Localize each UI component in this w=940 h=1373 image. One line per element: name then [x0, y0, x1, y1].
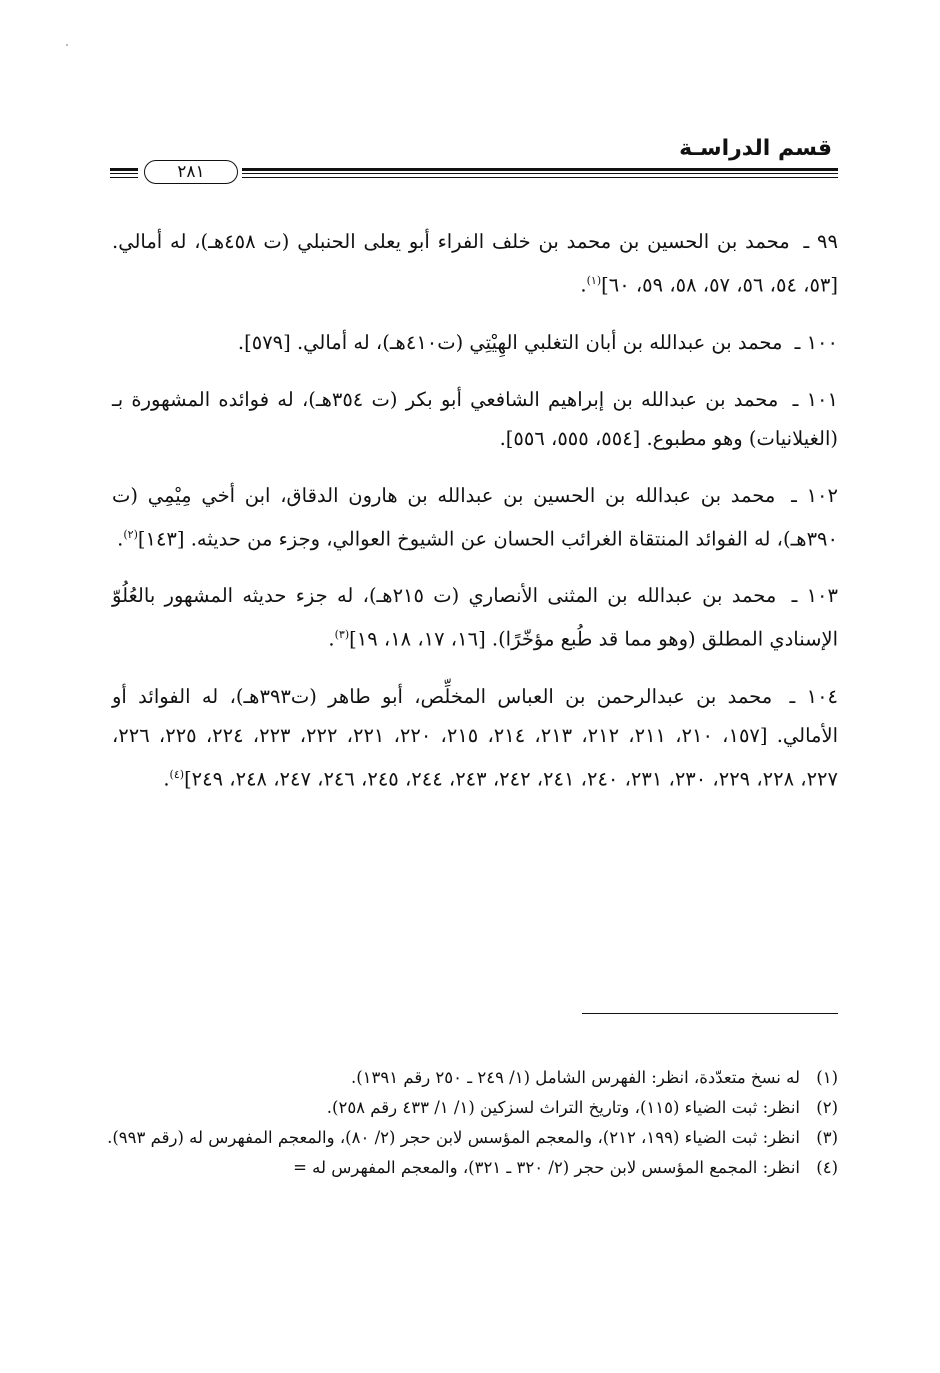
header-rule [110, 162, 838, 184]
footnote-3 [100, 1123, 838, 1153]
footnote-1 [100, 1063, 838, 1093]
page-number: ٢٨١ [144, 160, 238, 184]
header-rule-line [242, 168, 838, 171]
footnote-text: له نسخ متعدّدة، انظر: الفهرس الشامل (١/ ٢٤٩ ـ ٢٥٠ رقم ١٣٩١). [350, 1068, 800, 1087]
footnote-number: (٣) [816, 1128, 838, 1147]
header-rule-line [110, 173, 138, 174]
footnote-ref[interactable]: (١) [586, 274, 602, 287]
entry-100 [112, 323, 838, 362]
entry-end: . [117, 527, 124, 550]
header-rule-line [110, 177, 138, 178]
header-rule-line [242, 177, 838, 178]
entry-101 [112, 380, 838, 458]
footnotes [100, 1063, 838, 1183]
footnote-4 [100, 1153, 838, 1183]
entry-number: ٩٩ ـ [803, 230, 838, 253]
scan-speck [66, 44, 68, 46]
entry-number: ١٠٤ ـ [789, 684, 839, 708]
footnote-ref[interactable]: (٤) [169, 767, 185, 781]
footnote-number: (١) [816, 1068, 838, 1087]
running-header-title: قسم الدراسـة [679, 136, 832, 161]
entry-number: ١٠٣ ـ [791, 584, 838, 607]
entry-text: محمد بن الحسين بن محمد بن خلف الفراء أبو يعلى الحنبلي (ت ٤٥٨هـ)، له أمالي. [٥٣، ٥٤، ٥٦، ٥٧، ٥٨، ٥٩، ٦٠] [112, 230, 838, 297]
entry-end: . [163, 767, 170, 790]
entry-text: محمد بن عبدالرحمن بن العباس المخلِّص، أبو طاهر (ت٣٩٣هـ)، له الفوائد أو الأمالي. [١٥٧، ٢١٠، ٢١١، ٢١٢، ٢١٣، ٢١٤، ٢١٥، ٢٢٠، ٢٢١، ٢٢٢، ٢٢٣، ٢٢٤، ٢٢٥، ٢٢٦، ٢٢٧، ٢٢٨، ٢٢٩، ٢٣٠، ٢٣١، ٢٤٠، ٢٤١، ٢٤٢، ٢٤٣، ٢٤٤، ٢٤٥، ٢٤٦، ٢٤٧، ٢٤٨، ٢٤٩] [112, 684, 839, 790]
footnote-ref[interactable]: (٣) [334, 628, 350, 641]
footnote-separator [582, 1013, 838, 1014]
entry-text: محمد بن عبدالله بن إبراهيم الشافعي أبو بكر (ت ٣٥٤هـ)، له فوائده المشهورة بـ (الغيلانيات) وهو مطبوع. [٥٥٤، ٥٥٥، ٥٥٦]. [112, 387, 838, 450]
footnote-text: انظر: ثبت الضياء (١١٥)، وتاريخ التراث لسزكين (١/ ١/ ٤٣٣ رقم ٢٥٨). [326, 1098, 800, 1117]
entry-number: ١٠٠ ـ [794, 330, 838, 354]
footnote-number: (٢) [816, 1098, 838, 1117]
entry-number: ١٠٢ ـ [791, 483, 838, 507]
header-rule-line [110, 168, 138, 171]
entry-104 [112, 677, 838, 799]
entry-end: . [328, 627, 335, 651]
entry-text: محمد بن عبدالله بن المثنى الأنصاري (ت ٢١٥هـ)، له جزء حديثه المشهور بالعُلُوّ الإسنادي المطلق (وهو مما قد طُبع مؤخّرًا). [١٦، ١٧، ١٨، ١٩] [112, 584, 838, 651]
entry-103 [112, 576, 838, 659]
footnote-ref[interactable]: (٢) [123, 527, 138, 541]
main-text [112, 222, 838, 816]
entry-text: محمد بن عبدالله بن الحسين بن عبدالله بن هارون الدقاق، ابن أخي مِيْمِي (ت ٣٩٠هـ)، له الفوائد المنتقاة الغرائب الحسان عن الشيوخ العوالي، وجزء من حديثه. [١٤٣] [112, 483, 838, 550]
entry-text: محمد بن عبدالله بن أبان التغلبي الهِيْتِي (ت٤١٠هـ)، له أمالي. [٥٧٩]. [237, 330, 783, 354]
entry-102 [112, 476, 838, 559]
entry-end: . [580, 273, 587, 297]
entry-number: ١٠١ ـ [792, 387, 838, 411]
footnote-2 [100, 1093, 838, 1123]
entry-99 [112, 222, 838, 305]
footnote-number: (٤) [816, 1158, 838, 1177]
footnote-text: انظر: ثبت الضياء (١٩٩، ٢١٢)، والمعجم المؤسس لابن حجر (٢/ ٨٠)، والمعجم المفهرس له (رقم ٩٩٣). [107, 1128, 800, 1147]
footnote-text: انظر: المجمع المؤسس لابن حجر (٢/ ٣٢٠ ـ ٣٢١)، والمعجم المفهرس له = [293, 1158, 800, 1177]
header-rule-line [242, 173, 838, 174]
